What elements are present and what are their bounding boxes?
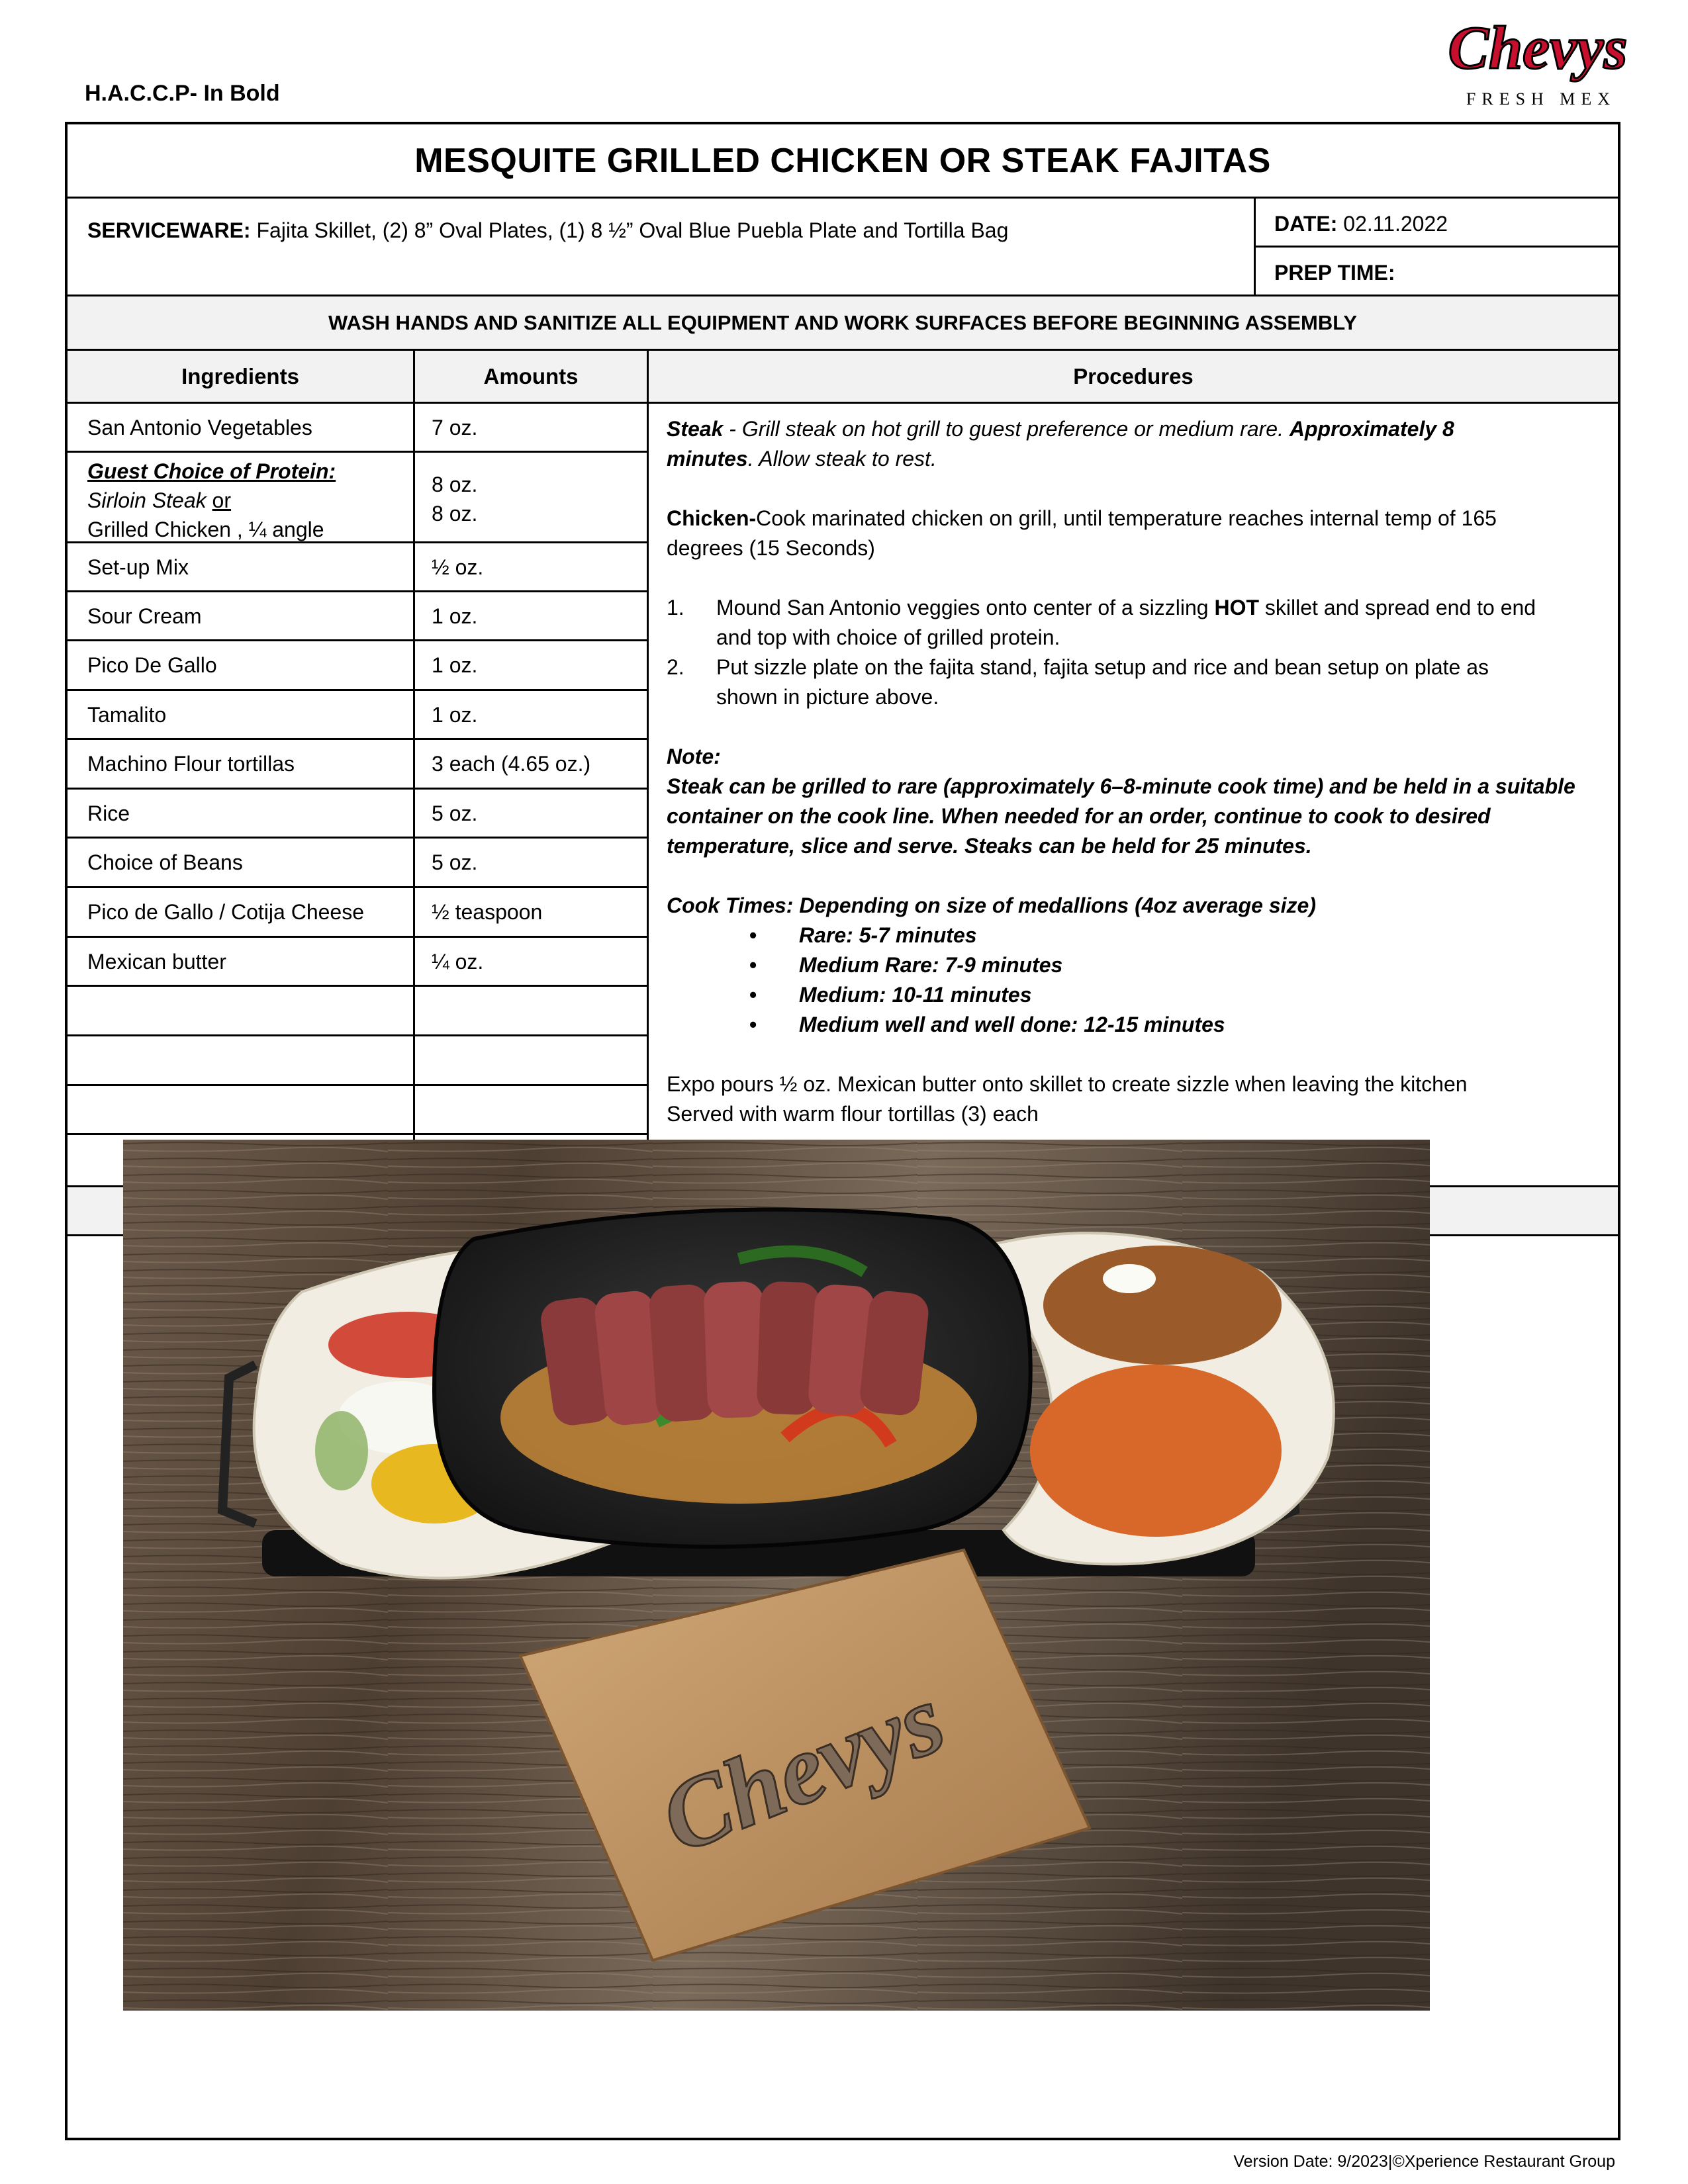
- cook-time-item: • Medium Rare: 7-9 minutes: [749, 953, 1063, 977]
- date-box: [1254, 199, 1618, 296]
- ingredient-amount: 1 oz.: [432, 653, 478, 677]
- ingredient-row-protein: [68, 453, 647, 543]
- column-header-row: [68, 351, 1618, 404]
- amounts-header: Amounts: [483, 363, 579, 388]
- ingredient-amount: 3 each (4.65 oz.): [432, 752, 591, 776]
- ingredient-row: [68, 839, 647, 888]
- expo-instruction: Expo pours ½ oz. Mexican butter onto skillet to create sizzle when leaving the kitchen: [667, 1072, 1468, 1096]
- chicken-label: Chicken-: [667, 506, 757, 530]
- chicken-amount: 8 oz.: [432, 502, 478, 525]
- ingredient-name: Pico de Gallo / Cotija Cheese: [87, 900, 364, 924]
- empty-ingredient-row: [68, 987, 647, 1036]
- recipe-title: MESQUITE GRILLED CHICKEN OR STEAK FAJITAS: [68, 124, 1618, 199]
- divider: [413, 404, 415, 1185]
- ingredient-amount: 7 oz.: [432, 416, 478, 439]
- ingredient-name: San Antonio Vegetables: [87, 416, 312, 439]
- ingredient-row: [68, 888, 647, 938]
- bag-logo: Chevys: [646, 1663, 959, 1875]
- serviceware-value: Fajita Skillet, (2) 8” Oval Plates, (1) 8 ½” Oval Blue Puebla Plate and Tortilla Bag: [250, 218, 1009, 242]
- ingredient-row: [68, 790, 647, 839]
- ingredient-name: Rice: [87, 801, 130, 825]
- ingredient-name: Set-up Mix: [87, 555, 189, 579]
- serviceware: [87, 218, 1008, 243]
- ingredient-name: Machino Flour tortillas: [87, 752, 295, 776]
- procedures-header: Procedures: [1073, 363, 1194, 388]
- ingredient-amount: 5 oz.: [432, 850, 478, 874]
- divider: [647, 404, 649, 1185]
- plated-fajitas-photo: [123, 1140, 1430, 2011]
- served-instruction: Served with warm flour tortillas (3) each: [667, 1102, 1039, 1126]
- protein-heading: Guest Choice of Protein:: [87, 459, 336, 483]
- cook-time-item: • Rare: 5-7 minutes: [749, 923, 977, 947]
- logo-wordmark: Chevys: [1448, 14, 1627, 81]
- ingredient-name: Mexican butter: [87, 950, 226, 974]
- note-label: Note:: [667, 745, 721, 768]
- steak-procedure: Steak - Grill steak on hot grill to guest preference or medium rare. Approximately 8: [667, 417, 1454, 441]
- procedures-text: Steak - Grill steak on hot grill to guest preference or medium rare. Approximately 8 minutes. Allow steak to rest. Chicken-Cook marinated chicken on grill, until temperature reaches internal temp of 165 degrees (15 Seconds) 1. Mound San Antonio veggies onto center of a sizzling HOT skillet and spread end to end and top with choice of grilled protein. 2. Put sizzle plate on the fajita stand, fajita setup and rice and bean setup on plate as shown in picture above. Note: Steak can be grilled to rare (approximately 6–8-minute cook time) and be held in a suitable container on the cook line. When needed for an order, continue to cook to desired temperature, slice and serve. Steaks can be held for 25 minutes. Cook Times: Depending on size of medallions (4oz average size) • Rare: 5-7 minutes • Medium Rare: 7-9 minutes • Medium: 10-11 minutes • Medium well and well done: 12-15 minutes Expo pours ½ oz. Mexican butter onto skillet to create sizzle when leaving the kitchen Served with warm flour tortillas (3) each: [667, 414, 1600, 1129]
- serviceware-label: SERVICEWARE:: [87, 218, 251, 242]
- cook-time-item: • Medium: 10-11 minutes: [749, 983, 1032, 1007]
- steak-amount: 8 oz.: [432, 473, 478, 496]
- protein-or: or: [212, 488, 231, 512]
- chicken-procedure: Chicken-Cook marinated chicken on grill, until temperature reaches internal temp of 165: [667, 506, 1497, 530]
- empty-ingredient-row: [68, 1036, 647, 1086]
- ingredient-row: [68, 938, 647, 987]
- haccp-note: H.A.C.C.P- In Bold: [85, 81, 280, 106]
- date-line: [1256, 199, 1620, 248]
- prep-time-label: PREP TIME:: [1274, 261, 1395, 285]
- cook-times-label: Cook Times: Depending on size of medallions (4oz average size): [667, 893, 1316, 917]
- wash-notice: WASH HANDS AND SANITIZE ALL EQUIPMENT AND WORK SURFACES BEFORE BEGINNING ASSEMBLY: [68, 296, 1618, 351]
- ingredients-header: Ingredients: [181, 363, 299, 388]
- procedure-step-1: 1. Mound San Antonio veggies onto center of a sizzling HOT skillet and spread end to end and top with choice of grilled protein.: [667, 596, 1536, 649]
- cook-time-item: • Medium well and well done: 12-15 minutes: [749, 1013, 1225, 1036]
- mexican-rice: [1030, 1365, 1282, 1537]
- recipe-body: [68, 404, 1618, 1187]
- ingredient-name: Choice of Beans: [87, 850, 243, 874]
- ingredient-name: Sour Cream: [87, 604, 202, 628]
- protein-steak: Sirloin Steak: [87, 488, 207, 512]
- empty-ingredient-row: [68, 1086, 647, 1135]
- logo-subtitle: FRESH MEX: [1466, 89, 1617, 109]
- ingredient-row: [68, 592, 647, 641]
- steak-note: Note: Steak can be grilled to rare (approximately 6–8-minute cook time) and be held in a suitable container on the cook line. When needed for an order, continue to cook to desired temperature, slice and serve. Steaks can be held for 25 minutes.: [667, 742, 1600, 861]
- protein-amounts: [432, 470, 477, 528]
- ingredient-amount: ½ teaspoon: [432, 900, 543, 924]
- version-footer: Version Date: 9/2023|©Xperience Restaurant Group: [1233, 2152, 1615, 2171]
- protein-choice: [87, 457, 336, 544]
- ingredient-row: [68, 740, 647, 790]
- steak-label: Steak: [667, 417, 724, 441]
- date-value: 02.11.2022: [1337, 212, 1448, 236]
- ingredient-amount: ¼ oz.: [432, 950, 484, 974]
- ingredient-amount: 5 oz.: [432, 801, 478, 825]
- ingredient-amount: 1 oz.: [432, 703, 478, 727]
- serviceware-row: [68, 199, 1618, 296]
- ingredient-name: Tamalito: [87, 703, 167, 727]
- procedure-step-2: 2. Put sizzle plate on the fajita stand, fajita setup and rice and bean setup on plate as shown in picture above.: [667, 655, 1489, 709]
- date-label: DATE:: [1274, 212, 1338, 236]
- ingredient-row: [68, 641, 647, 691]
- ingredient-row: [68, 691, 647, 740]
- ingredient-name: Pico De Gallo: [87, 653, 217, 677]
- ingredient-row: [68, 404, 647, 453]
- ingredient-row: [68, 543, 647, 592]
- refried-beans: [1043, 1246, 1282, 1365]
- protein-chicken: Grilled Chicken , ¼ angle: [87, 518, 324, 541]
- ingredient-amount: 1 oz.: [432, 604, 478, 628]
- ingredient-amount: ½ oz.: [432, 555, 484, 579]
- chevys-logo: [1448, 5, 1627, 118]
